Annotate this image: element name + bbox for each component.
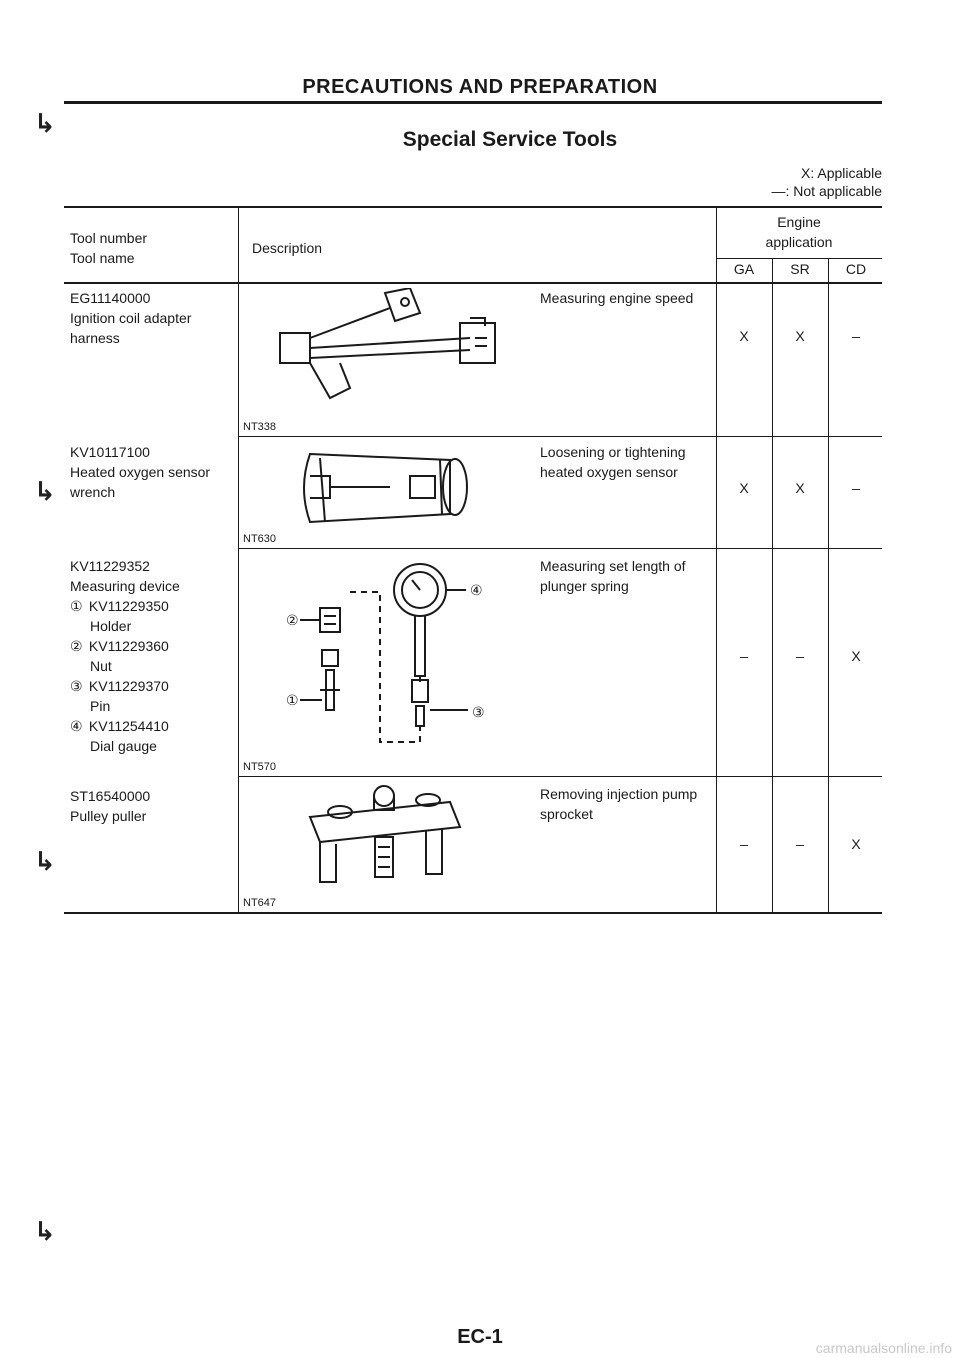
value-cd: – xyxy=(852,328,860,344)
row-divider xyxy=(238,548,882,549)
wrench-illustration-icon xyxy=(290,446,490,528)
corner-mark-icon: ↳ xyxy=(34,846,56,876)
value-ga: – xyxy=(740,648,748,664)
part-marker: ① xyxy=(70,598,83,614)
row-divider xyxy=(238,776,882,777)
callout-marker: ③ xyxy=(472,704,485,720)
part-item xyxy=(70,676,169,696)
part-name: Dial gauge xyxy=(90,738,157,754)
value-cd: X xyxy=(851,648,861,664)
value-sr: X xyxy=(795,328,805,344)
header-col-ga: GA xyxy=(733,261,755,277)
tool-name: harness xyxy=(70,330,120,346)
part-item xyxy=(70,636,169,656)
tool-description: Removing injection pump xyxy=(540,786,698,802)
header-tool-number: Tool number xyxy=(70,230,148,246)
part-number: KV11229350 xyxy=(88,598,169,614)
value-ga: X xyxy=(739,328,749,344)
tool-description: heated oxygen sensor xyxy=(540,464,678,480)
header-col-sr: SR xyxy=(790,261,810,277)
callout-marker: ④ xyxy=(470,582,483,598)
callout-marker: ② xyxy=(286,612,299,628)
col-divider xyxy=(238,206,239,912)
table-top-rule xyxy=(64,206,882,208)
part-item xyxy=(70,716,169,736)
value-sr: – xyxy=(796,836,804,852)
figure-code: NT570 xyxy=(243,761,277,773)
figure-code: NT647 xyxy=(243,897,277,909)
harness-illustration-icon xyxy=(270,288,520,418)
legend-not-applicable: —: Not applicable xyxy=(771,183,882,199)
header-sub-rule xyxy=(716,258,882,259)
value-sr: – xyxy=(796,648,804,664)
tool-number: KV11229352 xyxy=(70,558,150,574)
pulley-puller-illustration-icon xyxy=(300,782,470,892)
figure-code: NT630 xyxy=(243,533,277,545)
value-ga: X xyxy=(739,480,749,496)
tool-number: KV10117100 xyxy=(70,444,150,460)
title-rule xyxy=(64,101,882,104)
page-title: Special Service Tools xyxy=(402,128,618,151)
tool-name: Heated oxygen sensor xyxy=(70,464,211,480)
corner-mark-icon: ↳ xyxy=(34,476,56,506)
tool-name: wrench xyxy=(70,484,116,500)
value-ga: – xyxy=(740,836,748,852)
tool-description: Measuring engine speed xyxy=(540,290,694,306)
row-divider xyxy=(238,436,882,437)
section-title: PRECAUTIONS AND PREPARATION xyxy=(302,76,658,98)
tool-name: Ignition coil adapter xyxy=(70,310,192,326)
value-cd: – xyxy=(852,480,860,496)
tool-name: Pulley puller xyxy=(70,808,147,824)
tool-name: Measuring device xyxy=(70,578,180,594)
header-col-cd: CD xyxy=(845,261,867,277)
watermark: carmanualsonline.info xyxy=(815,1340,952,1356)
callout-marker: ① xyxy=(286,692,299,708)
part-name: Holder xyxy=(90,618,132,634)
corner-mark-icon: ↳ xyxy=(34,108,56,138)
tool-description: plunger spring xyxy=(540,578,629,594)
value-cd: X xyxy=(851,836,861,852)
tool-description: Loosening or tightening xyxy=(540,444,686,460)
header-engine: Engine xyxy=(777,214,821,230)
value-sr: X xyxy=(795,480,805,496)
legend-applicable: X: Applicable xyxy=(801,165,882,181)
header-bottom-rule xyxy=(64,282,882,284)
page-number: EC-1 xyxy=(457,1326,503,1348)
header-description: Description xyxy=(252,240,323,256)
tool-number: ST16540000 xyxy=(70,788,151,804)
part-name: Pin xyxy=(90,698,111,714)
part-number: KV11229370 xyxy=(88,678,169,694)
header-tool-name: Tool name xyxy=(70,250,135,266)
table-bottom-rule xyxy=(64,912,882,914)
col-divider xyxy=(716,206,717,912)
col-divider xyxy=(772,258,773,912)
part-item xyxy=(70,596,169,616)
part-marker: ④ xyxy=(70,718,83,734)
tool-description: sprocket xyxy=(540,806,593,822)
header-application: application xyxy=(765,234,833,250)
corner-mark-icon: ↳ xyxy=(34,1216,56,1246)
col-divider xyxy=(828,258,829,912)
tool-number: EG11140000 xyxy=(70,290,151,306)
legend xyxy=(771,164,882,200)
part-number: KV11254410 xyxy=(88,718,169,734)
figure-code: NT338 xyxy=(243,421,277,433)
part-marker: ② xyxy=(70,638,83,654)
part-name: Nut xyxy=(90,658,112,674)
tool-description: Measuring set length of xyxy=(540,558,686,574)
part-marker: ③ xyxy=(70,678,83,694)
part-number: KV11229360 xyxy=(88,638,169,654)
